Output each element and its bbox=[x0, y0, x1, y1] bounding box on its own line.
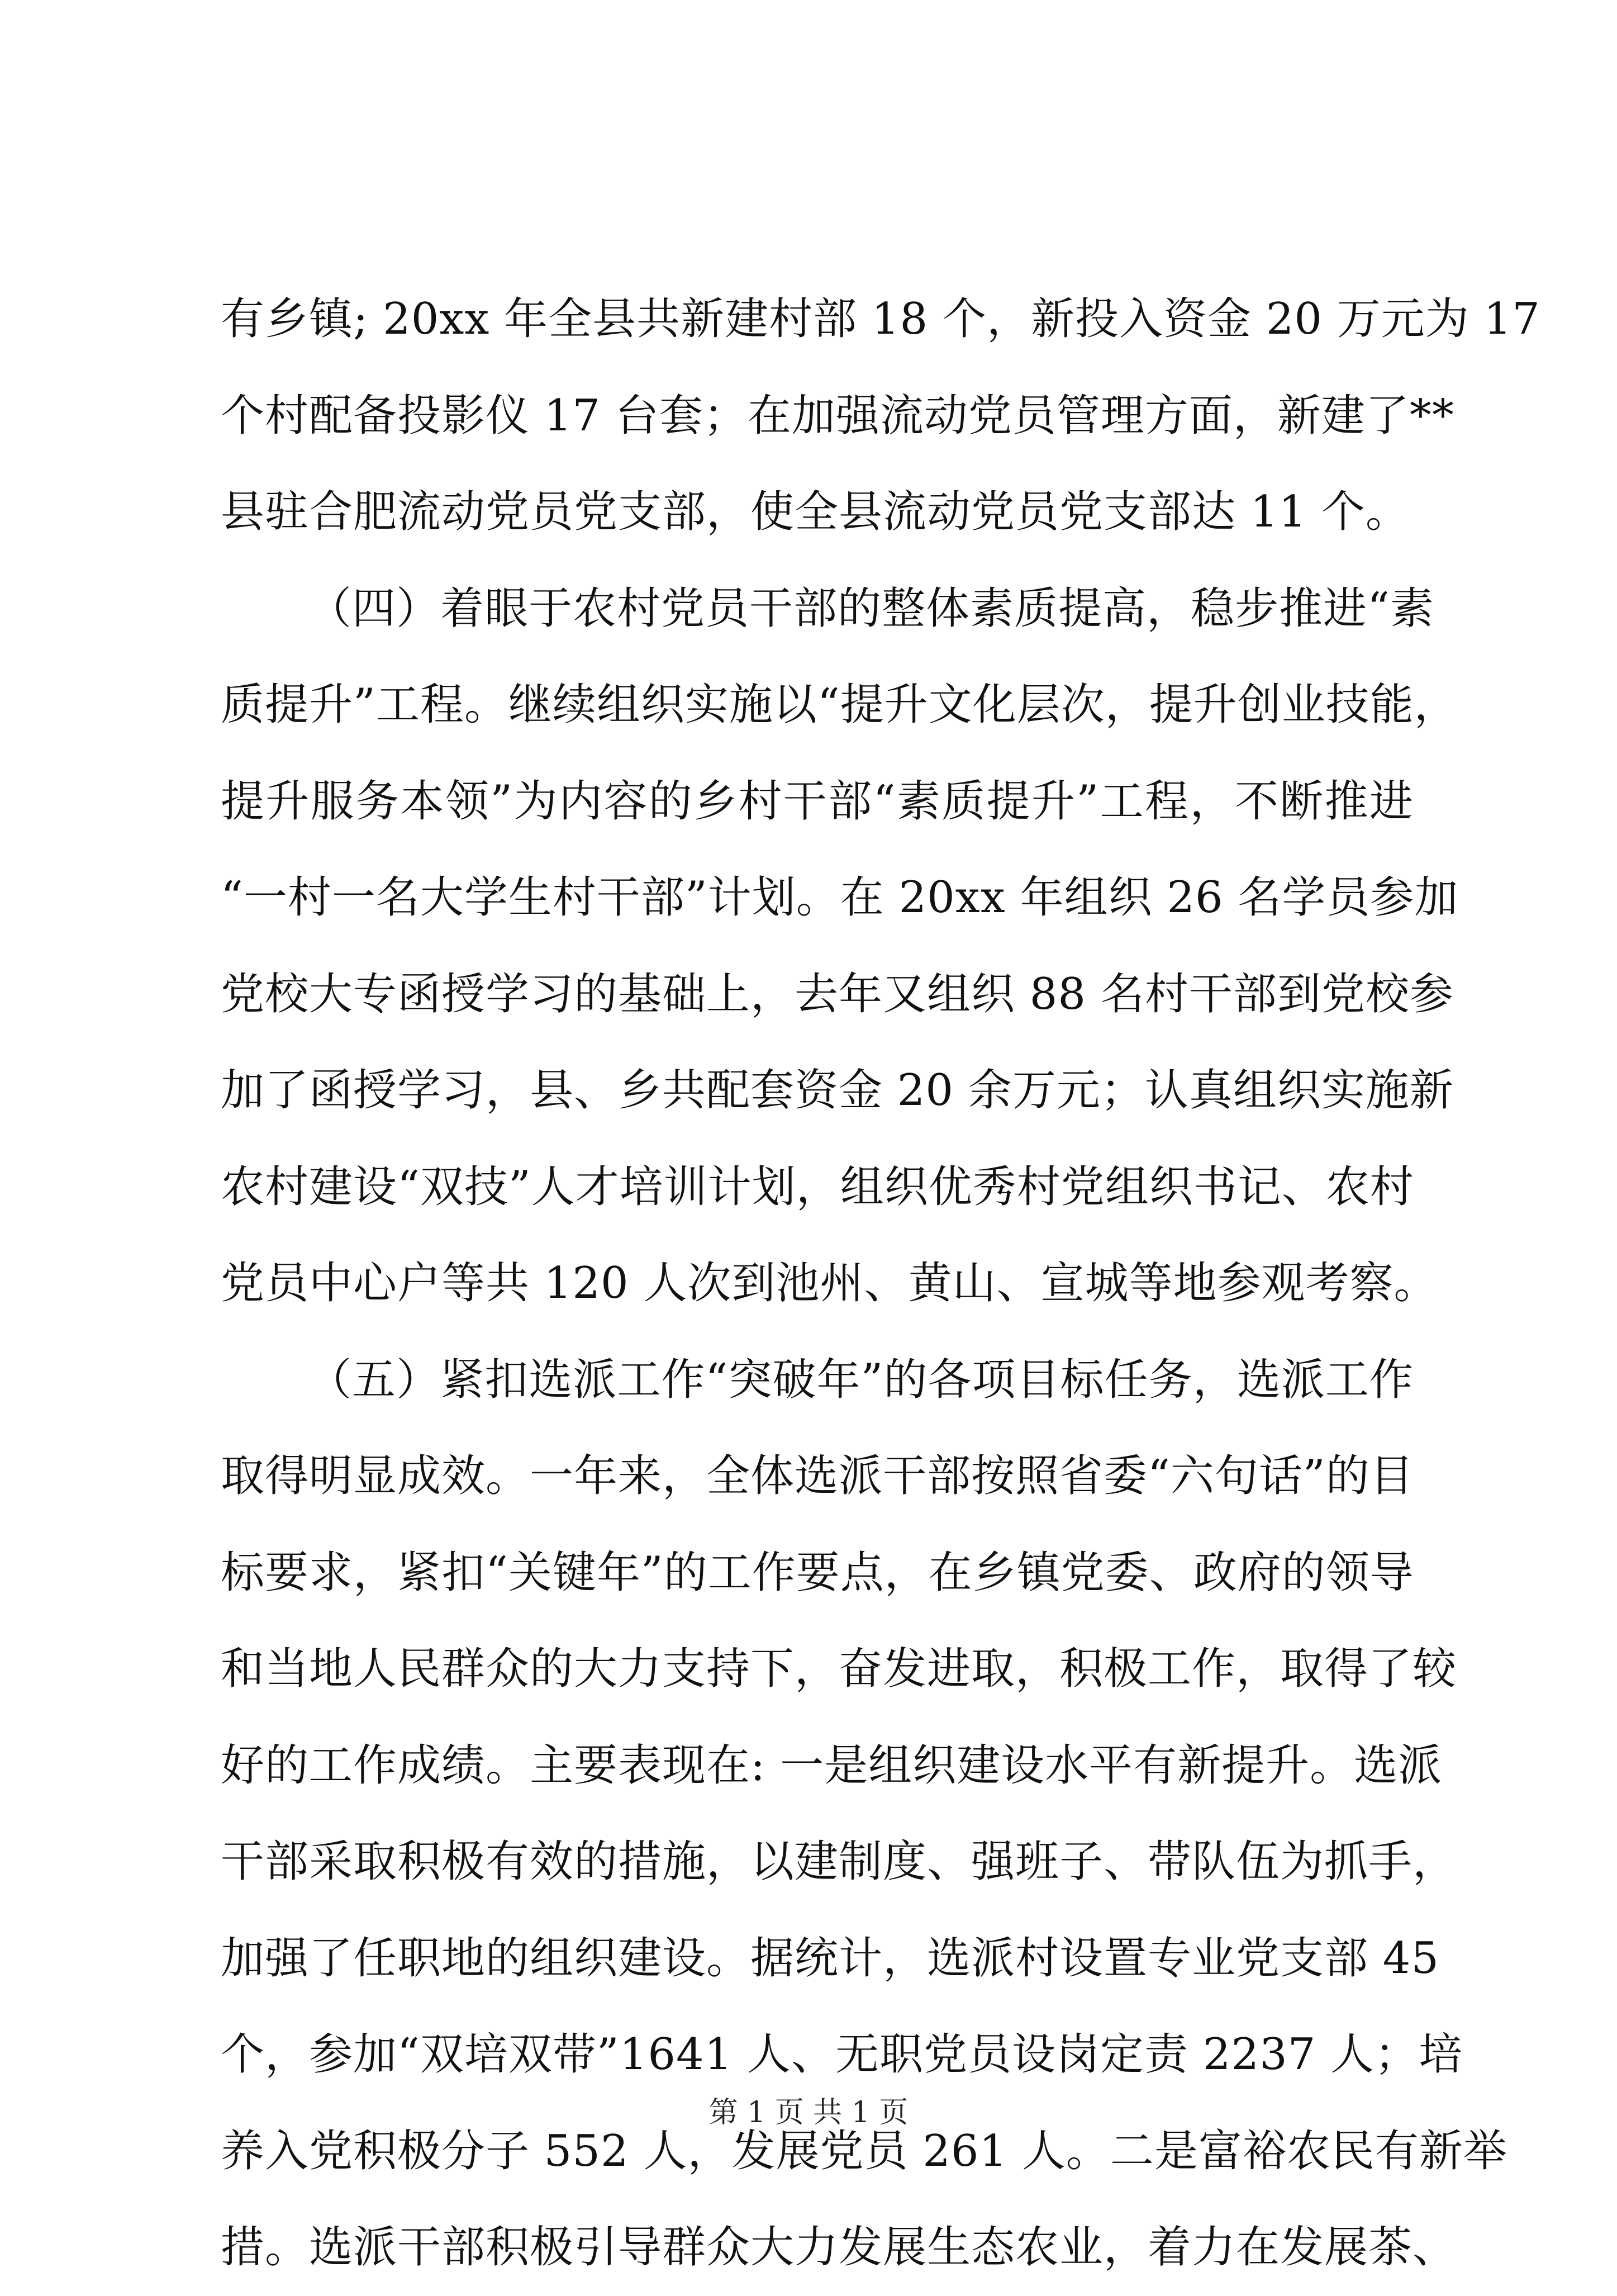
text-line: 有乡镇; 20xx 年全县共新建村部 18 个，新投入资金 20 万元为 17 bbox=[221, 294, 1540, 344]
paragraph-start-line: （五）紧扣选派工作“突破年”的各项目标任务，选派工作 bbox=[308, 1354, 1414, 1405]
text-line: 好的工作成绩。主要表现在: 一是组织建设水平有新提升。选派 bbox=[221, 1740, 1443, 1791]
text-line: 取得明显成效。一年来，全体选派干部按照省委“六句话”的目 bbox=[221, 1451, 1414, 1501]
text-line: 措。选派干部积极引导群众大力发展生态农业，着力在发展茶、 bbox=[221, 2222, 1457, 2273]
text-line: “一村一名大学生村干部”计划。在 20xx 年组织 26 名学员参加 bbox=[221, 872, 1459, 923]
text-line: 质提升”工程。继续组织实施以“提升文化层次，提升创业技能， bbox=[221, 680, 1458, 730]
text-line: 党员中心户等共 120 人次到池州、黄山、宣城等地参观考察。 bbox=[221, 1258, 1438, 1308]
text-line: 标要求，紧扣“关键年”的工作要点，在乡镇党委、政府的领导 bbox=[221, 1547, 1414, 1598]
text-line: 个村配备投影仪 17 台套；在加强流动党员管理方面，新建了** bbox=[221, 390, 1454, 441]
document-body bbox=[221, 271, 1540, 2296]
text-line: 农村建设“双技”人才培训计划，组织优秀村党组织书记、农村 bbox=[221, 1161, 1414, 1212]
text-line: 和当地人民群众的大力支持下，奋发进取，积极工作，取得了较 bbox=[221, 1644, 1457, 1694]
text-line: 县驻合肥流动党员党支部，使全县流动党员党支部达 11 个。 bbox=[221, 487, 1410, 537]
text-line: 养入党积极分子 552 人，发展党员 261 人。二是富裕农民有新举 bbox=[221, 2126, 1507, 2176]
paragraph-start-line: （四）着眼于农村党员干部的整体素质提高，稳步推进“素 bbox=[308, 583, 1434, 634]
text-line: 加了函授学习，县、乡共配套资金 20 余万元；认真组织实施新 bbox=[221, 1065, 1454, 1116]
text-line: 个，参加“双培双带”1641 人、无职党员设岗定责 2237 人；培 bbox=[221, 2029, 1463, 2080]
text-line: 干部采取积极有效的措施，以建制度、强班子、带队伍为抓手， bbox=[221, 1837, 1457, 1887]
page-footer: 第 1 页 共 1 页 bbox=[708, 2096, 909, 2129]
text-line: 党校大专函授学习的基础上，去年又组织 88 名村干部到党校参 bbox=[221, 969, 1454, 1019]
text-line: 加强了任职地的组织建设。据统计，选派村设置专业党支部 45 bbox=[221, 1933, 1440, 1984]
text-line: 提升服务本领”为内容的乡村干部“素质提升”工程，不断推进 bbox=[221, 776, 1414, 827]
